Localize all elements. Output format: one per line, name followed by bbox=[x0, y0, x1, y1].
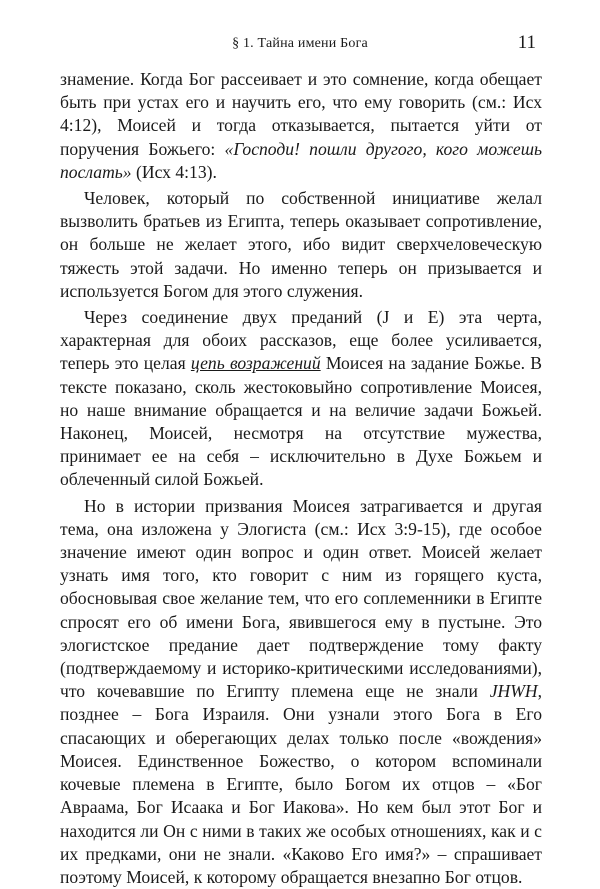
paragraph-1-text-b: (Исх 4:13). bbox=[131, 161, 217, 182]
paragraph-4 bbox=[60, 495, 542, 889]
paragraph-1-text-a: знамение. Когда Бог рассеивает и это сомнение, когда обещает быть при устах его и научить его, что ему говорить (см.: Исх 4:12), Моисей и тогда отказывается, пытается уйти от поручения Божьего: bbox=[60, 69, 542, 159]
body-text bbox=[60, 68, 542, 889]
paragraph-1 bbox=[60, 68, 542, 184]
paragraph-3-text-b: Моисея на задание Божье. В тексте показано, сколь жестоковыйно сопротивление Моисея, но наше внимание обращается и на величие задачи Божьей. Наконец, Моисей, несмотря на отсутствие мужества, принимает ее на себя – исключительно в Духе Божьем и облеченный силой Божьей. bbox=[60, 353, 542, 490]
paragraph-2-text: Человек, который по собственной инициативе желал вызволить братьев из Египта, теперь оказывает сопротивление, он больше не желает этого, ибо видит сверхчеловеческую тяжесть этой задачи. Но именно теперь он призывается и используется Богом для этого служения. bbox=[60, 188, 542, 301]
paragraph-4-text-a: Но в истории призвания Моисея затрагивается и другая тема, она изложена у Элогиста (см.: Исх 3:9-15), где особое значение имеют один вопрос и один ответ. Моисей желает узнать имя того, кто говорит с ним из горящего куста, обосновывая свое желание тем, что его соплеменники в Египте спросят его об имени Бога, явившегося ему в пустыне. Это элогистское предание дает подтверждение тому факту (подтверждаемому и историко-критическими исследованиями), что кочевавшие по Египту племена еще не знали bbox=[60, 495, 542, 702]
paragraph-2 bbox=[60, 187, 542, 303]
paragraph-4-jhwh: JHWH bbox=[489, 681, 538, 702]
page-number: 11 bbox=[517, 32, 536, 53]
paragraph-1-quote: «Господи! пошли другого, кого можешь послать» bbox=[60, 138, 542, 182]
running-head bbox=[60, 32, 540, 56]
paragraph-4-text-b: , позднее – Бога Израиля. Они узнали этого Бога в Его спасающих и оберегающих делах только после «вождения» Моисея. Единственное Божество, о котором вспоминали кочевые племена в Египте, было Богом их отцов – «Бог Авраама, Бог Исаака и Бог Иакова». Но кем был этот Бог и находится ли Он с ними в таких же особых отношениях, как и с их предками, они не знали. «Каково Его имя?» – спрашивает поэтому Моисей, к которому обращается внезапно Бог отцов. bbox=[60, 681, 542, 887]
paragraph-3-phrase: цепь возражений bbox=[190, 353, 321, 374]
section-title: § 1. Тайна имени Бога bbox=[232, 36, 368, 51]
paragraph-3 bbox=[60, 306, 542, 492]
paragraph-3-text-a: Через соединение двух преданий (J и E) эта черта, характерная для обоих рассказов, еще более усиливается, теперь это целая bbox=[60, 307, 542, 374]
